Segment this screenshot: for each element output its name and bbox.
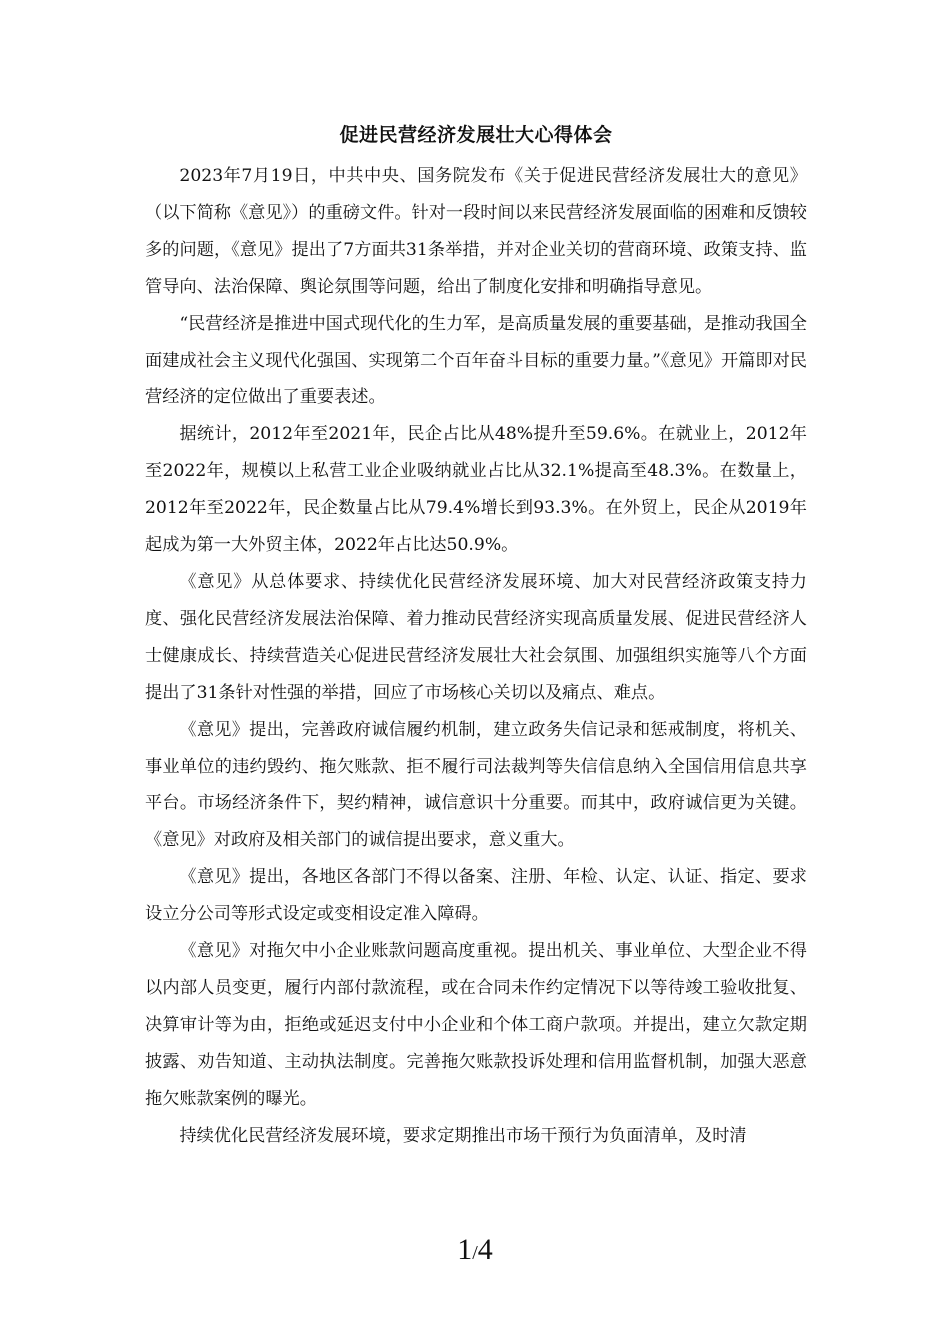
- page-number-current: 1: [457, 1233, 473, 1266]
- paragraph-7: 《意见》对拖欠中小企业账款问题高度重视。提出机关、事业单位、大型企业不得以内部人员变更，履行内部付款流程，或在合同未作约定情况下以等待竣工验收批复、决算审计等为由，拒绝或延迟支付中小企业和个体工商户款项。并提出，建立欠款定期披露、劝告知道、主动执法制度。完善拖欠账款投诉处理和信用监督机制，加强大恶意拖欠账款案例的曝光。: [145, 941, 807, 1109]
- paragraph-1: 2023年7月19日，中共中央、国务院发布《关于促进民营经济发展壮大的意见》（以下简称《意见》）的重磅文件。针对一段时间以来民营经济发展面临的困难和反馈较多的问题，《意见》提出了7方面共31条举措，并对企业关切的营商环境、政策支持、监管导向、法治保障、舆论氛围等问题，给出了制度化安排和明确指导意见。: [145, 166, 807, 297]
- paragraph-8: 持续优化民营经济发展环境，要求定期推出市场干预行为负面清单，及时清: [179, 1125, 747, 1146]
- page-number-separator: /: [472, 1242, 478, 1264]
- document-title: 促进民营经济发展壮大心得体会: [339, 124, 613, 146]
- page-number-total: 4: [477, 1233, 493, 1266]
- paragraph-5: 《意见》提出，完善政府诚信履约机制，建立政务失信记录和惩戒制度，将机关、事业单位的违约毁约、拖欠账款、拒不履行司法裁判等失信信息纳入全国信用信息共享平台。市场经济条件下，契约精神，诚信意识十分重要。而其中，政府诚信更为关键。《意见》对政府及相关部门的诚信提出要求，意义重大。: [145, 719, 807, 851]
- page-number: [0, 1230, 950, 1273]
- paragraph-3: 据统计，2012年至2021年，民企占比从48%提升至59.6%。在就业上，2012年至2022年，规模以上私营工业企业吸纳就业占比从32.1%提高至48.3%。在数量上，2012年至2022年，民企数量占比从79.4%增长到93.3%。在外贸上，民企从2019年起成为第一大外贸主体，2022年占比达50.9%。: [145, 424, 807, 556]
- document-body: [145, 118, 807, 1154]
- paragraph-4: 《意见》从总体要求、持续优化民营经济发展环境、加大对民营经济政策支持力度、强化民营经济发展法治保障、着力推动民营经济实现高质量发展、促进民营经济人士健康成长、持续营造关心促进民营经济发展壮大社会氛围、加强组织实施等八个方面提出了31条针对性强的举措，回应了市场核心关切以及痛点、难点。: [145, 571, 807, 703]
- paragraph-6: 《意见》提出，各地区各部门不得以备案、注册、年检、认定、认证、指定、要求设立分公司等形式设定或变相设定准入障碍。: [145, 867, 807, 925]
- paragraph-2: “民营经济是推进中国式现代化的生力军，是高质量发展的重要基础，是推动我国全面建成社会主义现代化强国、实现第二个百年奋斗目标的重要力量。”《意见》开篇即对民营经济的定位做出了重要表述。: [145, 313, 807, 408]
